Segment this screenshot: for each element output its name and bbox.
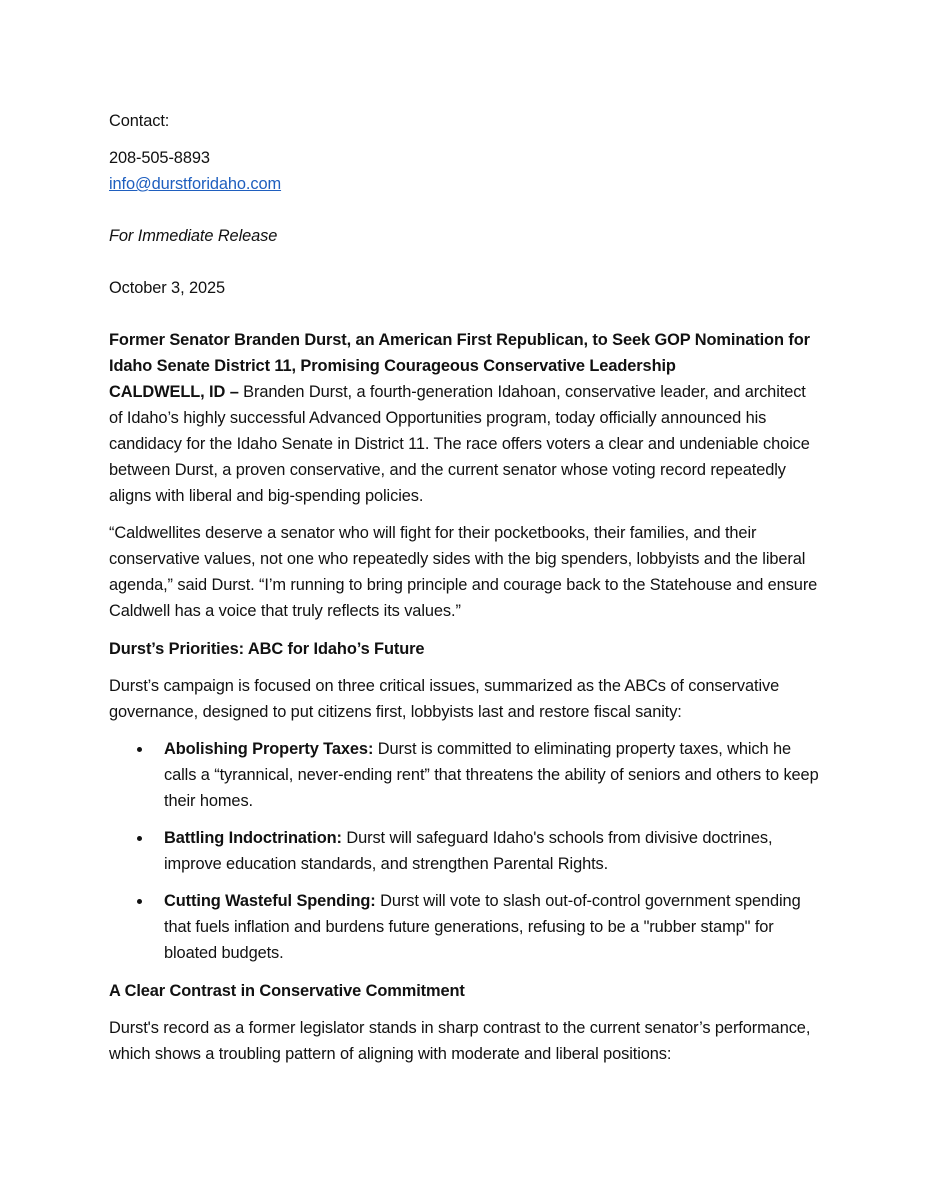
headline: Former Senator Branden Durst, an American First Republican, to Seek GOP Nomination for Idaho Senate District 11, Promising Courageous Conservative Leadership xyxy=(109,331,810,375)
priority-title: Cutting Wasteful Spending: xyxy=(164,892,376,910)
lead-paragraph-text: Branden Durst, a fourth-generation Idahoan, conservative leader, and architect of Idaho’s highly successful Advanced Opportunities program, today officially announced his candidacy for the Idaho Senate in District 11. The race offers voters a clear and undeniable choice between Durst, a proven conservative, and the current senator whose voting record repeatedly aligns with liberal and big-spending policies. xyxy=(109,383,810,505)
bullet-icon xyxy=(137,747,142,752)
list-item xyxy=(109,736,821,814)
priorities-heading: Durst’s Priorities: ABC for Idaho’s Future xyxy=(109,640,425,658)
release-date: October 3, 2025 xyxy=(109,279,226,297)
priorities-list xyxy=(109,736,821,966)
priority-title: Battling Indoctrination: xyxy=(164,829,342,847)
contact-label: Contact: xyxy=(109,112,170,130)
contact-phone: 208-505-8893 xyxy=(109,149,210,167)
lead-paragraph xyxy=(109,379,821,509)
priorities-intro: Durst’s campaign is focused on three critical issues, summarized as the ABCs of conservative governance, designed to put citizens first, lobbyists last and restore fiscal sanity: xyxy=(109,677,780,721)
priority-text: Durst will safeguard Idaho's schools from divisive doctrines, improve education standards, and strengthen Parental Rights. xyxy=(164,829,773,873)
priority-text: Durst is committed to eliminating property taxes, which he calls a “tyrannical, never-ending rent” that threatens the ability of seniors and others to keep their homes. xyxy=(164,740,819,810)
contact-email-link[interactable]: info@durstforidaho.com xyxy=(109,175,282,193)
priority-text: Durst will vote to slash out-of-control government spending that fuels inflation and burdens future generations, refusing to be a "rubber stamp" for bloated budgets. xyxy=(164,892,801,962)
bullet-icon xyxy=(137,899,142,904)
contrast-heading: A Clear Contrast in Conservative Commitment xyxy=(109,982,465,1000)
press-release-page xyxy=(109,108,821,1067)
quote-paragraph: “Caldwellites deserve a senator who will fight for their pocketbooks, their families, and their conservative values, not one who repeatedly sides with the big spenders, lobbyists and the liberal agenda,” said Durst. “I’m running to bring principle and courage back to the Statehouse and ensure Caldwell has a voice that truly reflects its values.” xyxy=(109,524,818,620)
contact-block xyxy=(109,145,821,197)
contrast-paragraph: Durst's record as a former legislator stands in sharp contrast to the current senator’s performance, which shows a troubling pattern of aligning with moderate and liberal positions: xyxy=(109,1019,811,1063)
release-note: For Immediate Release xyxy=(109,227,278,245)
bullet-icon xyxy=(137,836,142,841)
list-item xyxy=(109,825,821,877)
list-item xyxy=(109,888,821,966)
dateline: CALDWELL, ID – xyxy=(109,383,239,401)
priority-title: Abolishing Property Taxes: xyxy=(164,740,374,758)
